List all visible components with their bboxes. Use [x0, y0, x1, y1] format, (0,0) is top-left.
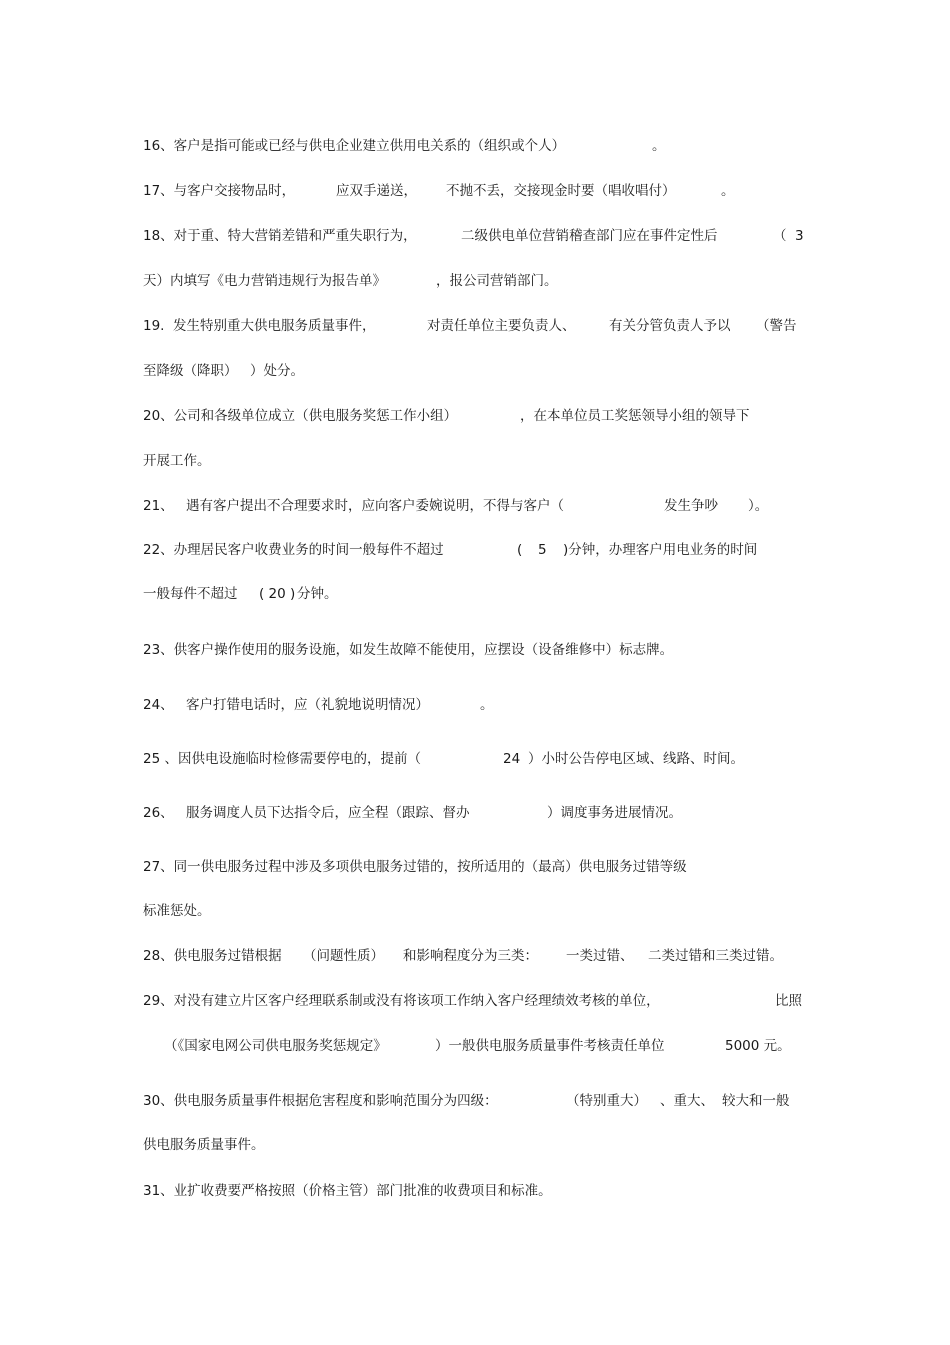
item-19-text: （警告 — [756, 318, 797, 334]
item-22-text: 22、办理居民客户收费业务的时间一般每件不超过 — [143, 542, 444, 558]
item-22-line-1 — [0, 539, 950, 561]
item-22-text: 一般每件不超过 — [143, 586, 238, 602]
item-25-text: 25 、因供电设施临时检修需要停电的，提前（ — [143, 751, 421, 767]
item-22-text: )分钟，办理客户用电业务的时间 — [563, 542, 758, 558]
item-20-line-1 — [0, 405, 950, 427]
item-22-text: ( — [517, 542, 523, 558]
item-16-line-1 — [0, 135, 950, 157]
item-22-text: 5 — [538, 542, 547, 558]
item-27-line-2 — [0, 900, 950, 922]
item-26-number: 26、 — [143, 805, 174, 821]
item-18-text: 18、对于重、特大营销差错和严重失职行为， — [143, 228, 417, 244]
item-22-line-2 — [0, 583, 950, 605]
item-30-text: 、重大、 — [660, 1093, 714, 1109]
item-23-line-1 — [0, 639, 950, 661]
item-30-text: 30、供电服务质量事件根据危害程度和影响范围分为四级： — [143, 1093, 498, 1109]
item-19-text: 至降级（降职） — [143, 363, 238, 379]
item-24-line-1 — [0, 694, 950, 716]
item-24-number: 24、 — [143, 697, 174, 713]
item-18-line-1 — [0, 225, 950, 247]
item-19-text: ）处分。 — [250, 363, 304, 379]
item-17-text: 。 — [721, 183, 735, 199]
item-29-text: ）一般供电服务质量事件考核责任单位 — [435, 1038, 665, 1054]
item-29-line-2 — [0, 1035, 950, 1057]
item-25-line-1 — [0, 748, 950, 770]
item-29-line-1 — [0, 990, 950, 1012]
item-25-text: 24 — [503, 751, 521, 767]
item-31-line-1 — [0, 1180, 950, 1202]
item-29-text: 29、对没有建立片区客户经理联系制或没有将该项工作纳入客户经理绩效考核的单位， — [143, 993, 660, 1009]
item-27-text: 标准惩处。 — [143, 903, 211, 919]
item-21-text: 发生争吵 — [664, 498, 718, 514]
item-18-text: 天）内填写《电力营销违规行为报告单》 — [143, 273, 386, 289]
item-27-line-1 — [0, 856, 950, 878]
item-28-text: （问题性质） — [303, 948, 384, 964]
item-30-text: 供电服务质量事件。 — [143, 1137, 265, 1153]
item-30-line-1 — [0, 1090, 950, 1112]
item-18-text: 3 — [795, 228, 804, 244]
item-16-text: 。 — [652, 138, 666, 154]
item-17-text: 应双手递送， — [336, 183, 417, 199]
item-17-line-1 — [0, 180, 950, 202]
item-30-text: 较大和一般 — [722, 1093, 790, 1109]
item-24-text: 。 — [480, 697, 494, 713]
item-21-line-1 — [0, 495, 950, 517]
item-21-text: ）。 — [748, 498, 769, 514]
item-21-number: 21、 — [143, 498, 174, 514]
item-27-text: 27、同一供电服务过程中涉及多项供电服务过错的，按所适用的（最高）供电服务过错等级 — [143, 859, 687, 875]
item-29-text: 5000 元。 — [725, 1038, 791, 1054]
item-25-text: ）小时公告停电区域、线路、时间。 — [528, 751, 744, 767]
item-19-line-1 — [0, 315, 950, 337]
item-19-text: 19. 发生特别重大供电服务质量事件， — [143, 318, 376, 334]
item-20-line-2 — [0, 450, 950, 472]
item-18-line-2 — [0, 270, 950, 292]
item-17-text: 17、与客户交接物品时， — [143, 183, 296, 199]
item-22-text: ( 20 ) — [259, 586, 296, 602]
item-22-text: 分钟。 — [297, 586, 338, 602]
item-30-line-2 — [0, 1134, 950, 1156]
item-28-text: 和影响程度分为三类： — [403, 948, 538, 964]
item-28-line-1 — [0, 945, 950, 967]
item-26-line-1 — [0, 802, 950, 824]
item-26-text: 服务调度人员下达指令后，应全程（跟踪、督办 — [186, 805, 470, 821]
item-19-line-2 — [0, 360, 950, 382]
item-28-text: 一类过错、 — [566, 948, 634, 964]
item-20-text: 20、公司和各级单位成立（供电服务奖惩工作小组） — [143, 408, 458, 424]
item-24-text: 客户打错电话时，应（礼貌地说明情况） — [186, 697, 429, 713]
item-19-text: 有关分管负责人予以 — [609, 318, 731, 334]
item-29-text: 比照 — [775, 993, 802, 1009]
item-16-text: 16、客户是指可能或已经与供电企业建立供用电关系的（组织或个人） — [143, 138, 566, 154]
item-19-text: 对责任单位主要负责人、 — [427, 318, 576, 334]
item-18-text: 二级供电单位营销稽查部门应在事件定性后 — [461, 228, 718, 244]
item-20-text: ，在本单位员工奖惩领导小组的领导下 — [520, 408, 750, 424]
item-20-text: 开展工作。 — [143, 453, 211, 469]
item-17-text: 不抛不丢，交接现金时要（唱收唱付） — [446, 183, 676, 199]
item-28-text: 28、供电服务过错根据 — [143, 948, 282, 964]
item-29-text: （《国家电网公司供电服务奖惩规定》 — [164, 1038, 387, 1054]
item-28-text: 二类过错和三类过错。 — [648, 948, 783, 964]
item-26-text: ）调度事务进展情况。 — [547, 805, 682, 821]
item-23-text: 23、供客户操作使用的服务设施，如发生故障不能使用，应摆设（设备维修中）标志牌。 — [143, 642, 674, 658]
item-31-text: 31、业扩收费要严格按照（价格主管）部门批准的收费项目和标准。 — [143, 1183, 552, 1199]
item-30-text: （特别重大） — [566, 1093, 647, 1109]
item-18-text: ，报公司营销部门。 — [436, 273, 558, 289]
item-18-text: （ — [773, 228, 787, 244]
item-21-text: 遇有客户提出不合理要求时，应向客户委婉说明，不得与客户（ — [186, 498, 564, 514]
